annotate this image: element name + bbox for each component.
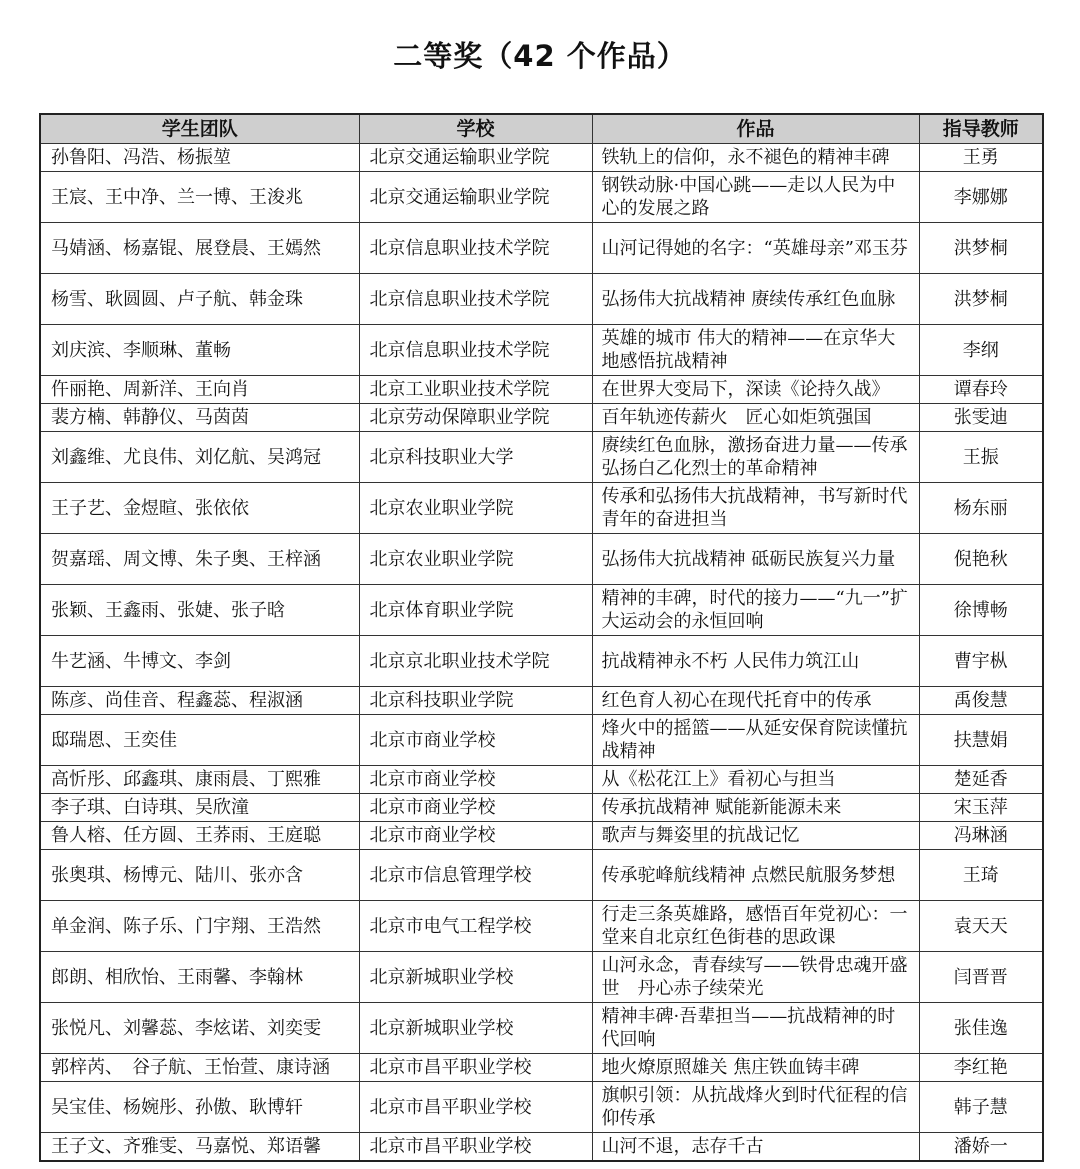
work-cell: 铁轨上的信仰，永不褪色的精神丰碑 <box>592 144 919 172</box>
team-cell: 张颖、王鑫雨、张婕、张子晗 <box>40 585 359 636</box>
team-cell: 王子艺、金煜暄、张依依 <box>40 483 359 534</box>
work-cell: 山河永念，青春续写——铁骨忠魂开盛世 丹心赤子续荣光 <box>592 952 919 1003</box>
teacher-cell: 李红艳 <box>919 1054 1043 1082</box>
teacher-cell: 李纲 <box>919 325 1043 376</box>
school-cell: 北京市信息管理学校 <box>359 850 592 901</box>
work-cell: 百年轨迹传薪火 匠心如炬筑强国 <box>592 404 919 432</box>
team-cell: 郭梓芮、 谷子航、王怡萱、康诗涵 <box>40 1054 359 1082</box>
school-cell: 北京交通运输职业学院 <box>359 144 592 172</box>
teacher-cell: 王琦 <box>919 850 1043 901</box>
school-cell: 北京农业职业学院 <box>359 483 592 534</box>
team-cell: 王宸、王中净、兰一博、王浚兆 <box>40 172 359 223</box>
column-header-work: 作品 <box>592 114 919 144</box>
teacher-cell: 徐博畅 <box>919 585 1043 636</box>
school-cell: 北京工业职业技术学院 <box>359 376 592 404</box>
table-row <box>40 687 1043 715</box>
table-row <box>40 404 1043 432</box>
table-row <box>40 1054 1043 1082</box>
team-cell: 杨雪、耿圆圆、卢子航、韩金珠 <box>40 274 359 325</box>
teacher-cell: 曹宇枞 <box>919 636 1043 687</box>
team-cell: 高忻彤、邱鑫琪、康雨晨、丁熙雅 <box>40 766 359 794</box>
teacher-cell: 王勇 <box>919 144 1043 172</box>
teacher-cell: 谭春玲 <box>919 376 1043 404</box>
work-cell: 钢铁动脉·中国心跳——走以人民为中心的发展之路 <box>592 172 919 223</box>
team-cell: 郎朗、相欣怡、王雨馨、李翰林 <box>40 952 359 1003</box>
work-cell: 地火燎原照雄关 焦庄铁血铸丰碑 <box>592 1054 919 1082</box>
column-header-team: 学生团队 <box>40 114 359 144</box>
school-cell: 北京市商业学校 <box>359 766 592 794</box>
team-cell: 牛艺涵、牛博文、李剑 <box>40 636 359 687</box>
school-cell: 北京体育职业学院 <box>359 585 592 636</box>
teacher-cell: 张雯迪 <box>919 404 1043 432</box>
work-cell: 红色育人初心在现代托育中的传承 <box>592 687 919 715</box>
work-cell: 精神的丰碑，时代的接力——“九一”扩大运动会的永恒回响 <box>592 585 919 636</box>
team-cell: 王子文、齐雅雯、马嘉悦、郑语馨 <box>40 1133 359 1162</box>
team-cell: 吴宝佳、杨婉彤、孙傲、耿博轩 <box>40 1082 359 1133</box>
school-cell: 北京市昌平职业学校 <box>359 1133 592 1162</box>
table-row <box>40 715 1043 766</box>
teacher-cell: 王振 <box>919 432 1043 483</box>
team-cell: 马婧涵、杨嘉锟、展登晨、王嫣然 <box>40 223 359 274</box>
work-cell: 从《松花江上》看初心与担当 <box>592 766 919 794</box>
school-cell: 北京市昌平职业学校 <box>359 1054 592 1082</box>
school-cell: 北京市商业学校 <box>359 715 592 766</box>
work-cell: 英雄的城市 伟大的精神——在京华大地感悟抗战精神 <box>592 325 919 376</box>
team-cell: 裴方楠、韩静仪、马茵茵 <box>40 404 359 432</box>
school-cell: 北京科技职业学院 <box>359 687 592 715</box>
school-cell: 北京市商业学校 <box>359 794 592 822</box>
school-cell: 北京信息职业技术学院 <box>359 223 592 274</box>
work-cell: 传承驼峰航线精神 点燃民航服务梦想 <box>592 850 919 901</box>
teacher-cell: 洪梦桐 <box>919 223 1043 274</box>
table-row <box>40 1003 1043 1054</box>
school-cell: 北京市商业学校 <box>359 822 592 850</box>
teacher-cell: 楚延香 <box>919 766 1043 794</box>
team-cell: 刘庆滨、李顺琳、董畅 <box>40 325 359 376</box>
teacher-cell: 洪梦桐 <box>919 274 1043 325</box>
teacher-cell: 袁天天 <box>919 901 1043 952</box>
teacher-cell: 韩子慧 <box>919 1082 1043 1133</box>
table-row <box>40 901 1043 952</box>
table-row <box>40 1082 1043 1133</box>
page-title: 二等奖（42 个作品） <box>393 39 687 73</box>
teacher-cell: 禹俊慧 <box>919 687 1043 715</box>
work-cell: 抗战精神永不朽 人民伟力筑江山 <box>592 636 919 687</box>
school-cell: 北京劳动保障职业学院 <box>359 404 592 432</box>
column-header-school: 学校 <box>359 114 592 144</box>
table-row <box>40 376 1043 404</box>
awards-table <box>39 113 1044 1162</box>
table-row <box>40 822 1043 850</box>
table-row <box>40 325 1043 376</box>
work-cell: 精神丰碑·吾辈担当——抗战精神的时代回响 <box>592 1003 919 1054</box>
school-cell: 北京市昌平职业学校 <box>359 1082 592 1133</box>
work-cell: 歌声与舞姿里的抗战记忆 <box>592 822 919 850</box>
table-row <box>40 172 1043 223</box>
work-cell: 烽火中的摇篮——从延安保育院读懂抗战精神 <box>592 715 919 766</box>
school-cell: 北京京北职业技术学院 <box>359 636 592 687</box>
table-row <box>40 274 1043 325</box>
work-cell: 行走三条英雄路，感悟百年党初心：一堂来自北京红色街巷的思政课 <box>592 901 919 952</box>
work-cell: 山河记得她的名字：“英雄母亲”邓玉芬 <box>592 223 919 274</box>
table-row <box>40 794 1043 822</box>
table-row <box>40 144 1043 172</box>
table-row <box>40 766 1043 794</box>
team-cell: 贺嘉瑶、周文博、朱子奥、王梓涵 <box>40 534 359 585</box>
work-cell: 在世界大变局下，深读《论持久战》 <box>592 376 919 404</box>
table-row <box>40 850 1043 901</box>
table-row <box>40 952 1043 1003</box>
table-row <box>40 483 1043 534</box>
school-cell: 北京信息职业技术学院 <box>359 325 592 376</box>
table-body <box>40 144 1043 1162</box>
team-cell: 李子琪、白诗琪、吴欣潼 <box>40 794 359 822</box>
teacher-cell: 倪艳秋 <box>919 534 1043 585</box>
team-cell: 孙鲁阳、冯浩、杨振堃 <box>40 144 359 172</box>
school-cell: 北京新城职业学校 <box>359 952 592 1003</box>
teacher-cell: 闫晋晋 <box>919 952 1043 1003</box>
team-cell: 张悦凡、刘馨蕊、李炫诺、刘奕雯 <box>40 1003 359 1054</box>
teacher-cell: 扶慧娟 <box>919 715 1043 766</box>
school-cell: 北京交通运输职业学院 <box>359 172 592 223</box>
column-header-teacher: 指导教师 <box>919 114 1043 144</box>
teacher-cell: 杨东丽 <box>919 483 1043 534</box>
work-cell: 弘扬伟大抗战精神 赓续传承红色血脉 <box>592 274 919 325</box>
work-cell: 传承和弘扬伟大抗战精神，书写新时代青年的奋进担当 <box>592 483 919 534</box>
work-cell: 传承抗战精神 赋能新能源未来 <box>592 794 919 822</box>
table-row <box>40 1133 1043 1162</box>
team-cell: 仵丽艳、周新洋、王向肖 <box>40 376 359 404</box>
work-cell: 弘扬伟大抗战精神 砥砺民族复兴力量 <box>592 534 919 585</box>
work-cell: 旗帜引领：从抗战烽火到时代征程的信仰传承 <box>592 1082 919 1133</box>
teacher-cell: 张佳逸 <box>919 1003 1043 1054</box>
table-row <box>40 585 1043 636</box>
team-cell: 鲁人榕、任方圆、王荞雨、王庭聪 <box>40 822 359 850</box>
table-row <box>40 534 1043 585</box>
work-cell: 山河不退，志存千古 <box>592 1133 919 1162</box>
team-cell: 陈彦、尚佳音、程鑫蕊、程淑涵 <box>40 687 359 715</box>
table-header-row <box>40 114 1043 144</box>
team-cell: 单金润、陈子乐、门宇翔、王浩然 <box>40 901 359 952</box>
table-row <box>40 636 1043 687</box>
school-cell: 北京市电气工程学校 <box>359 901 592 952</box>
table-row <box>40 432 1043 483</box>
teacher-cell: 宋玉萍 <box>919 794 1043 822</box>
team-cell: 张奥琪、杨博元、陆川、张亦含 <box>40 850 359 901</box>
school-cell: 北京科技职业大学 <box>359 432 592 483</box>
teacher-cell: 冯琳涵 <box>919 822 1043 850</box>
team-cell: 刘鑫维、尤良伟、刘亿航、吴鸿冠 <box>40 432 359 483</box>
school-cell: 北京信息职业技术学院 <box>359 274 592 325</box>
team-cell: 邸瑞恩、王奕佳 <box>40 715 359 766</box>
table-row <box>40 223 1043 274</box>
school-cell: 北京农业职业学院 <box>359 534 592 585</box>
work-cell: 赓续红色血脉，激扬奋进力量——传承弘扬白乙化烈士的革命精神 <box>592 432 919 483</box>
school-cell: 北京新城职业学校 <box>359 1003 592 1054</box>
teacher-cell: 李娜娜 <box>919 172 1043 223</box>
teacher-cell: 潘娇一 <box>919 1133 1043 1162</box>
